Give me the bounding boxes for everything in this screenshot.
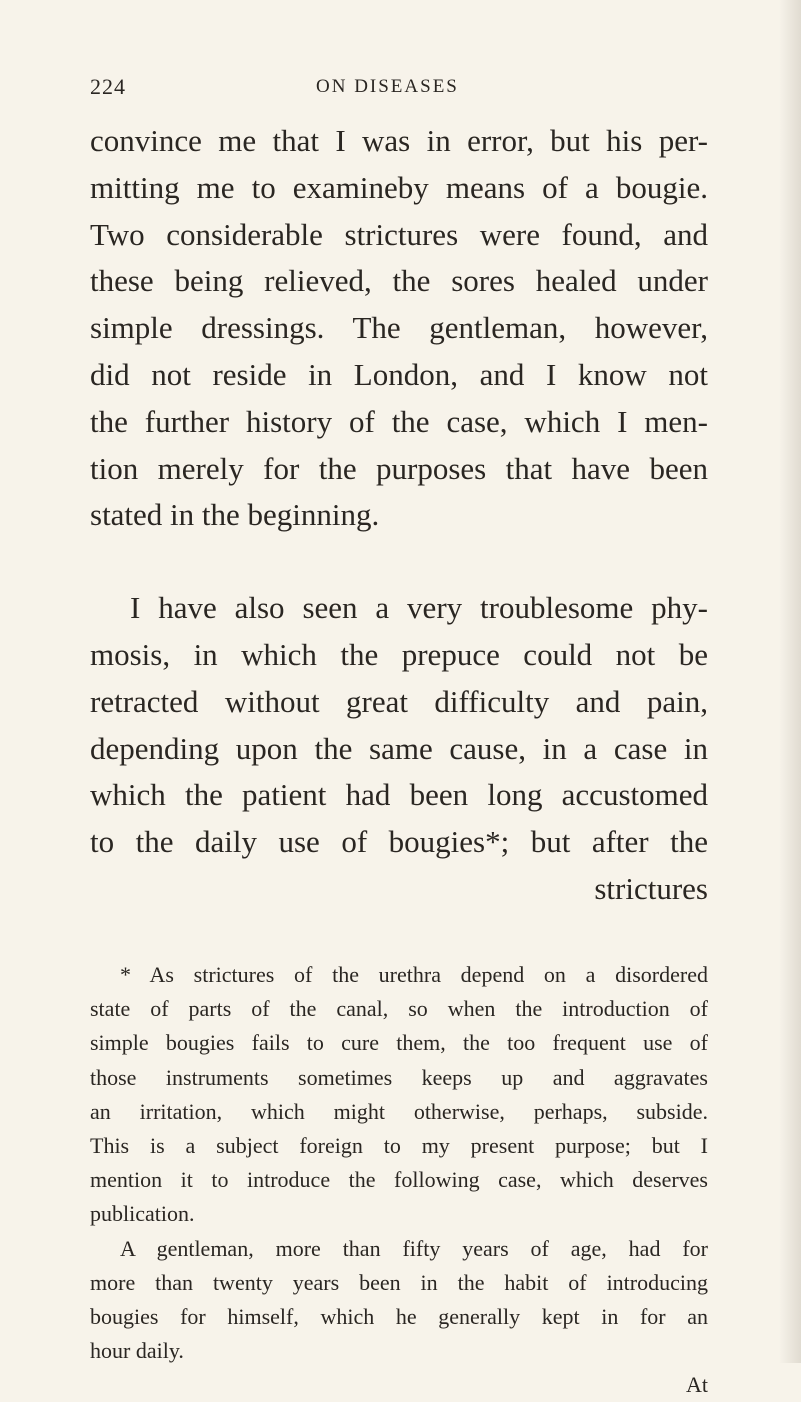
text-line: stated in the beginning. bbox=[90, 492, 708, 539]
text-line: I have also seen a very troublesome phy- bbox=[90, 585, 708, 632]
text-line: the further history of the case, which I men- bbox=[90, 399, 708, 446]
footnote-line: those instruments sometimes keeps up and aggravates bbox=[90, 1061, 708, 1095]
text-line: mosis, in which the prepuce could not be bbox=[90, 632, 708, 679]
footnote-catchword: At bbox=[90, 1368, 708, 1402]
footnote-line: This is a subject foreign to my present purpose; but I bbox=[90, 1129, 708, 1163]
footnote-line: bougies for himself, which he generally kept in for an bbox=[90, 1300, 708, 1334]
footnotes bbox=[90, 958, 708, 1402]
text-line: did not reside in London, and I know not bbox=[90, 352, 708, 399]
page-header bbox=[90, 74, 730, 104]
text-line: simple dressings. The gentleman, however, bbox=[90, 305, 708, 352]
paragraph-gap bbox=[90, 539, 708, 585]
catchword: strictures bbox=[90, 866, 708, 913]
text-line: to the daily use of bougies*; but after the bbox=[90, 819, 708, 866]
text-line: these being relieved, the sores healed under bbox=[90, 258, 708, 305]
text-line: tion merely for the purposes that have been bbox=[90, 446, 708, 493]
text-line: mitting me to examineby means of a bougie. bbox=[90, 165, 708, 212]
footnote-line: A gentleman, more than fifty years of age, had for bbox=[90, 1232, 708, 1266]
text-line: which the patient had been long accustomed bbox=[90, 772, 708, 819]
text-line: depending upon the same cause, in a case in bbox=[90, 726, 708, 773]
footnote-line: simple bougies fails to cure them, the too frequent use of bbox=[90, 1026, 708, 1060]
main-text bbox=[90, 118, 708, 913]
footnote-line: publication. bbox=[90, 1197, 708, 1231]
page-number: 224 bbox=[90, 74, 126, 100]
footnote-line: more than twenty years been in the habit of introducing bbox=[90, 1266, 708, 1300]
text-line: convince me that I was in error, but his per- bbox=[90, 118, 708, 165]
text-line: retracted without great difficulty and pain, bbox=[90, 679, 708, 726]
running-head: ON DISEASES bbox=[316, 76, 459, 98]
page-edge-shadow bbox=[779, 0, 801, 1363]
paragraph-1 bbox=[90, 118, 708, 539]
text-line: Two considerable strictures were found, and bbox=[90, 212, 708, 259]
footnote-line: hour daily. bbox=[90, 1334, 708, 1368]
paragraph-2 bbox=[90, 585, 708, 913]
footnote-line: an irritation, which might otherwise, perhaps, subside. bbox=[90, 1095, 708, 1129]
footnote-2 bbox=[90, 1232, 708, 1402]
footnote-line: * As strictures of the urethra depend on a disordered bbox=[90, 958, 708, 992]
footnote-line: mention it to introduce the following case, which deserves bbox=[90, 1163, 708, 1197]
footnote-line: state of parts of the canal, so when the introduction of bbox=[90, 992, 708, 1026]
footnote-1 bbox=[90, 958, 708, 1232]
